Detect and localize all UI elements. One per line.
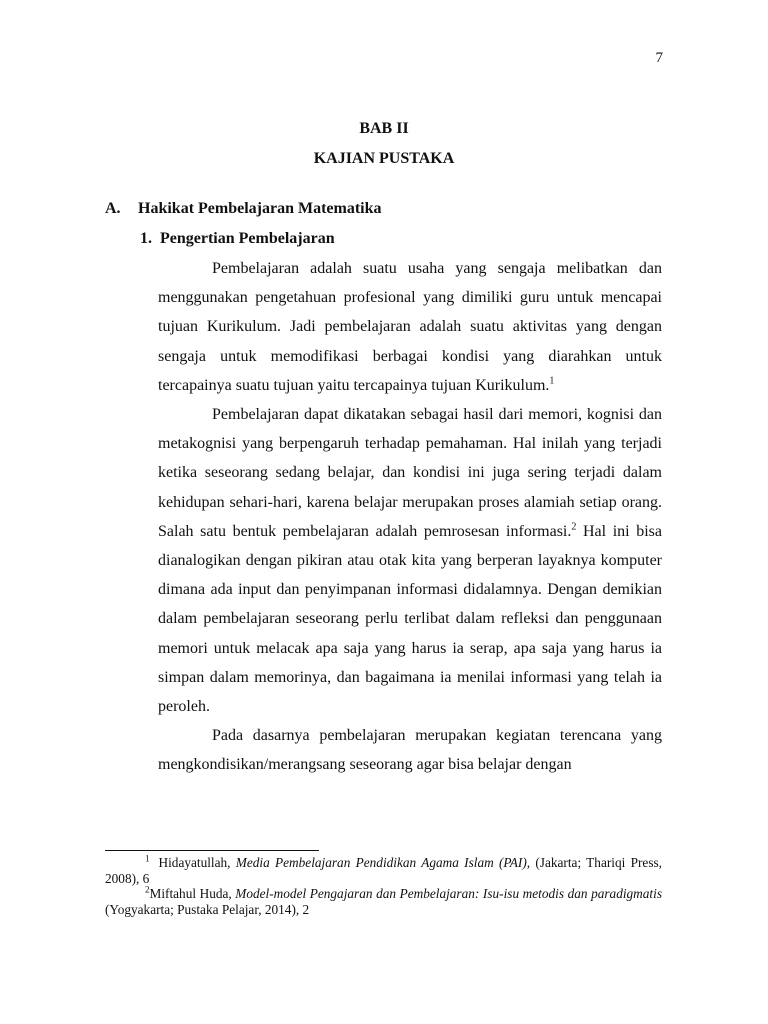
footnote-number: 1 [145,853,150,864]
footnote-ref[interactable]: 1 [549,375,555,387]
footnote-title: Media Pembelajaran Pendidikan Agama Islam (PAI), [235,855,531,870]
subsection-title: Pengertian Pembelajaran [160,230,335,247]
chapter-title: BAB II [359,120,409,137]
paragraph-text: Hal ini bisa dianalogikan dengan pikiran atau otak kita yang berperan layaknya komputer dimana ada input dan penyimpanan informasi didalamnya. Dengan demikian dalam pembelajaran seseorang perlu terlibat dalam refleksi dan penggunaan memori untuk melacak apa saja yang harus ia serap, apa saja yang harus ia simpan dalam memorinya, dan bagaimana ia menilai informasi yang telah ia peroleh. [158,522,663,716]
footnote-number: 2 [145,884,150,895]
footnote [105,855,662,886]
paragraph-text: Pembelajaran dapat dikatakan sebagai hasil dari memori, kognisi dan metakognisi yang berpengaruh terhadap pemahaman. Hal inilah yang terjadi ketika seseorang sedang belajar, dan kondisi ini juga sering terjadi dalam kehidupan sehari-hari, karena belajar merupakan proses alamiah setiap orang. Salah satu bentuk pembelajaran adalah pemrosesan informasi. [158,406,662,540]
footnote-author: Miftahul Huda, [149,886,236,901]
footnote [105,886,662,917]
paragraph [158,400,662,721]
footnote-ref[interactable]: 2 [571,521,577,533]
body-text [158,254,662,780]
footnote-author: Hidayatullah, [158,855,236,870]
page-number: 7 [655,50,663,66]
section-letter: A. [105,200,121,217]
paragraph-text: Pembelajaran adalah suatu usaha yang sengaja melibatkan dan menggunakan pengetahuan profesional yang dimiliki guru untuk mencapai tujuan Kurikulum. Jadi pembelajaran adalah suatu aktivitas yang dengan sengaja untuk memodifikasi berbagai kondisi yang diarahkan untuk tercapainya suatu tujuan yaitu tercapainya tujuan Kurikulum. [158,260,662,394]
section-heading [105,200,382,218]
paragraph-text: Pada dasarnya pembelajaran merupakan kegiatan terencana yang mengkondisikan/merangsang seseorang agar bisa belajar dengan [158,727,662,774]
subsection-number: 1. [140,230,152,247]
subsection-heading [140,230,335,248]
footnote-publication: (Jakarta; Thariqi Press, 2008), 6 [105,855,662,886]
paragraph [158,721,662,779]
footnote-divider [105,850,319,851]
footnote-title: Model-model Pengajaran dan Pembelajaran: Isu-isu metodis dan paradigmatis [235,886,662,901]
section-title: Hakikat Pembelajaran Matematika [138,200,382,217]
chapter-subtitle: KAJIAN PUSTAKA [313,150,455,167]
paragraph [158,254,662,400]
footnotes [105,855,662,917]
footnote-publication: (Yogyakarta; Pustaka Pelajar, 2014), 2 [105,901,310,917]
